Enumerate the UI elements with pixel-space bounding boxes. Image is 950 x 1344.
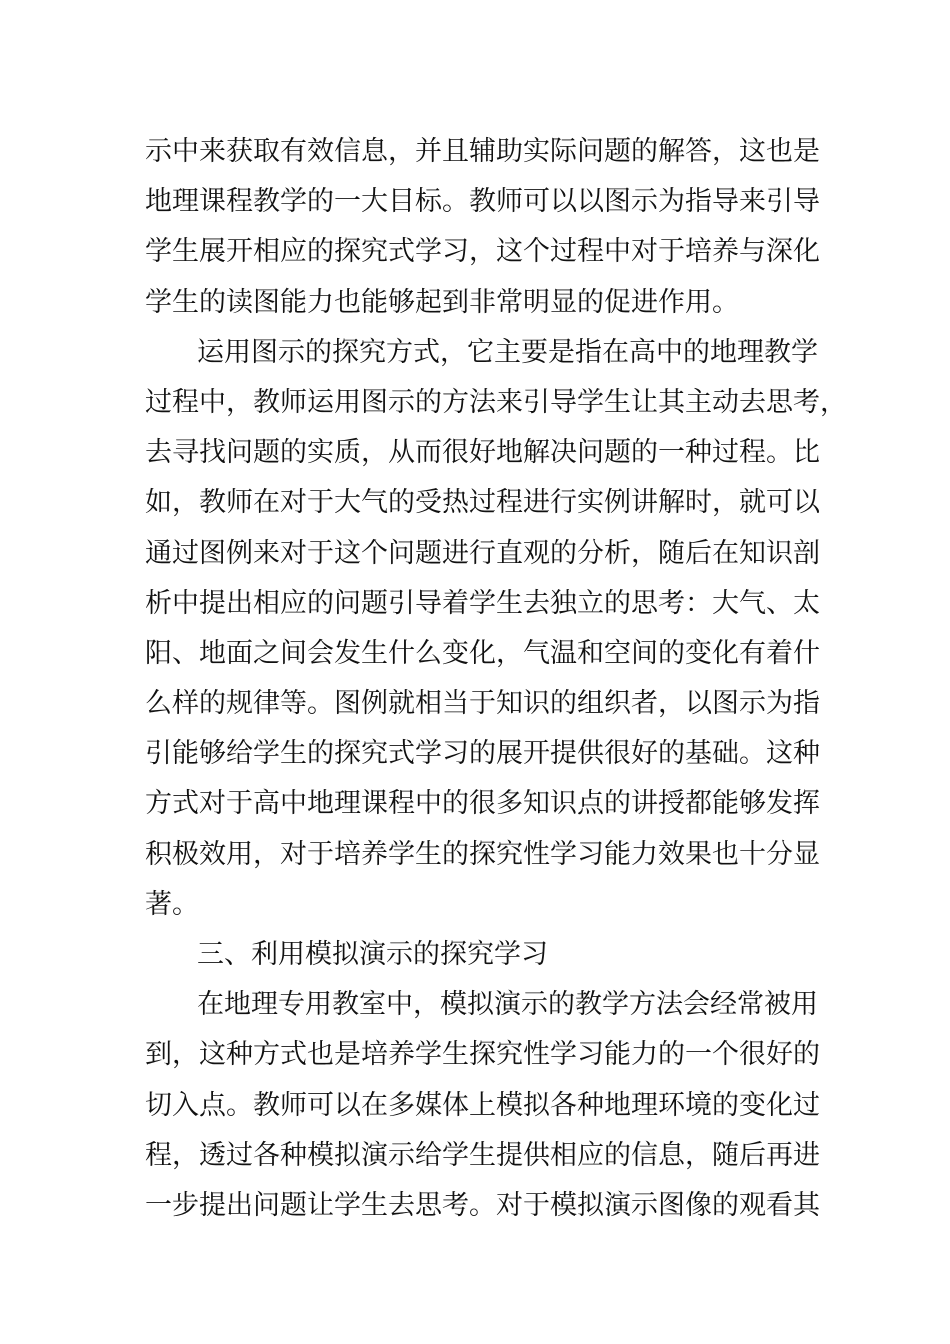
paragraph-first-line: 运用图示的探究方式，它主要是指在高中的地理教学 xyxy=(197,336,818,368)
text-line: 一步提出问题让学生去思考。对于模拟演示图像的观看其 xyxy=(145,1189,820,1221)
text-line: 如，教师在对于大气的受热过程进行实例讲解时，就可以 xyxy=(145,487,820,519)
text-line: 到，这种方式也是培养学生探究性学习能力的一个很好的 xyxy=(145,1039,820,1071)
text-line: 通过图例来对于这个问题进行直观的分析，随后在知识剖 xyxy=(145,537,820,569)
paragraph-first-line: 在地理专用教室中，模拟演示的教学方法会经常被用 xyxy=(197,989,818,1021)
text-line: 阳、地面之间会发生什么变化，气温和空间的变化有着什 xyxy=(145,637,820,669)
text-line: 示中来获取有效信息，并且辅助实际问题的解答，这也是 xyxy=(145,136,820,167)
text-line: 程，透过各种模拟演示给学生提供相应的信息，随后再进 xyxy=(145,1139,820,1171)
text-line: 析中提出相应的问题引导着学生去独立的思考：大气、太 xyxy=(145,587,820,619)
text-line: 切入点。教师可以在多媒体上模拟各种地理环境的变化过 xyxy=(145,1089,820,1121)
text-line: 引能够给学生的探究式学习的展开提供很好的基础。这种 xyxy=(145,738,820,770)
text-line: 去寻找问题的实质，从而很好地解决问题的一种过程。比 xyxy=(145,437,820,469)
paragraph-first-line: 三、利用模拟演示的探究学习 xyxy=(197,939,548,970)
text-line: 么样的规律等。图例就相当于知识的组织者，以图示为指 xyxy=(145,688,820,720)
text-line: 过程中，教师运用图示的方法来引导学生让其主动去思考， xyxy=(145,386,847,418)
text-line: 著。 xyxy=(145,888,199,920)
text-line: 积极效用，对于培养学生的探究性学习能力效果也十分显 xyxy=(145,838,820,870)
text-line: 方式对于高中地理课程中的很多知识点的讲授都能够发挥 xyxy=(145,788,820,820)
body-text xyxy=(145,127,847,1231)
text-line: 学生的读图能力也能够起到非常明显的促进作用。 xyxy=(145,286,739,318)
text-line: 学生展开相应的探究式学习，这个过程中对于培养与深化 xyxy=(145,236,820,268)
text-line: 地理课程教学的一大目标。教师可以以图示为指导来引导 xyxy=(145,186,820,218)
